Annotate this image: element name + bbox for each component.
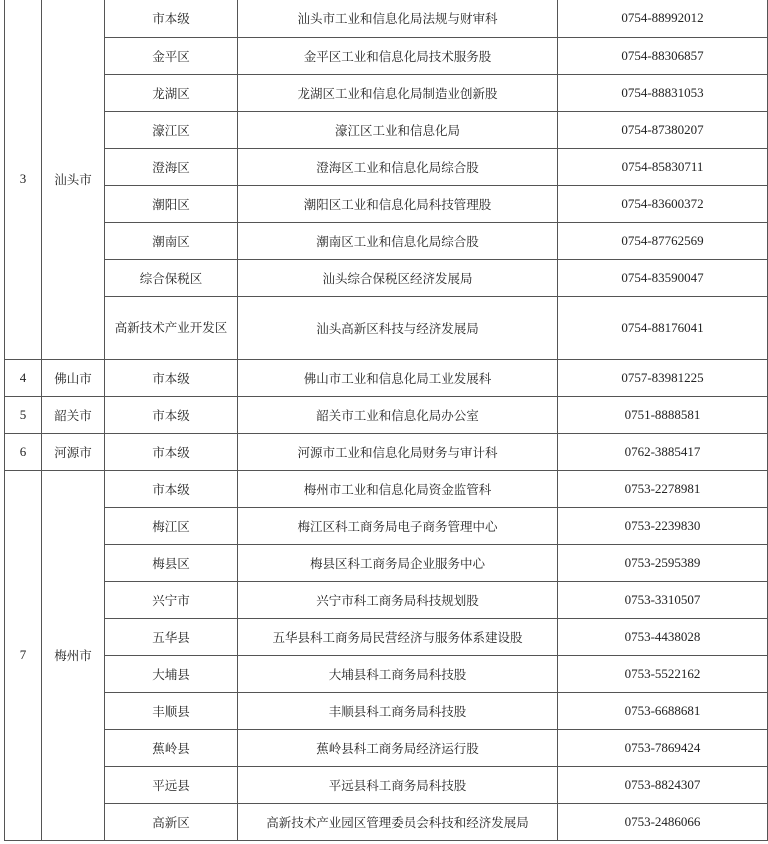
table-row xyxy=(5,296,768,359)
city-name: 河源市 xyxy=(42,433,105,470)
contact-table-body xyxy=(5,0,768,840)
table-row xyxy=(5,111,768,148)
table-row xyxy=(5,185,768,222)
contact-table xyxy=(4,0,768,841)
department-name: 汕头综合保税区经济发展局 xyxy=(238,259,558,296)
phone-number: 0753-4438028 xyxy=(558,618,768,655)
department-name: 龙湖区工业和信息化局制造业创新股 xyxy=(238,74,558,111)
phone-number: 0762-3885417 xyxy=(558,433,768,470)
department-name: 汕头高新区科技与经济发展局 xyxy=(238,296,558,359)
city-name: 梅州市 xyxy=(42,470,105,840)
department-name: 梅江区科工商务局电子商务管理中心 xyxy=(238,507,558,544)
district-name: 市本级 xyxy=(105,396,238,433)
phone-number: 0753-2595389 xyxy=(558,544,768,581)
district-name: 高新技术产业开发区 xyxy=(105,296,238,359)
department-name: 丰顺县科工商务局科技股 xyxy=(238,692,558,729)
table-row xyxy=(5,222,768,259)
department-name: 梅州市工业和信息化局资金监管科 xyxy=(238,470,558,507)
table-row xyxy=(5,729,768,766)
table-row xyxy=(5,618,768,655)
district-name: 市本级 xyxy=(105,359,238,396)
table-row xyxy=(5,470,768,507)
department-name: 汕头市工业和信息化局法规与财审科 xyxy=(238,0,558,37)
phone-number: 0754-88831053 xyxy=(558,74,768,111)
phone-number: 0754-85830711 xyxy=(558,148,768,185)
department-name: 金平区工业和信息化局技术服务股 xyxy=(238,37,558,74)
table-row xyxy=(5,396,768,433)
district-name: 大埔县 xyxy=(105,655,238,692)
phone-number: 0757-83981225 xyxy=(558,359,768,396)
phone-number: 0753-8824307 xyxy=(558,766,768,803)
table-row xyxy=(5,507,768,544)
row-index: 3 xyxy=(5,0,42,359)
district-name: 梅江区 xyxy=(105,507,238,544)
department-name: 潮南区工业和信息化局综合股 xyxy=(238,222,558,259)
table-row xyxy=(5,148,768,185)
district-name: 梅县区 xyxy=(105,544,238,581)
department-name: 蕉岭县科工商务局经济运行股 xyxy=(238,729,558,766)
department-name: 五华县科工商务局民营经济与服务体系建设股 xyxy=(238,618,558,655)
district-name: 澄海区 xyxy=(105,148,238,185)
phone-number: 0753-2278981 xyxy=(558,470,768,507)
district-name: 五华县 xyxy=(105,618,238,655)
district-name: 丰顺县 xyxy=(105,692,238,729)
phone-number: 0754-88992012 xyxy=(558,0,768,37)
phone-number: 0753-2486066 xyxy=(558,803,768,840)
row-index: 6 xyxy=(5,433,42,470)
phone-number: 0754-83590047 xyxy=(558,259,768,296)
district-name: 濠江区 xyxy=(105,111,238,148)
table-row xyxy=(5,581,768,618)
phone-number: 0754-88176041 xyxy=(558,296,768,359)
table-row xyxy=(5,433,768,470)
department-name: 兴宁市科工商务局科技规划股 xyxy=(238,581,558,618)
district-name: 兴宁市 xyxy=(105,581,238,618)
district-name: 市本级 xyxy=(105,433,238,470)
table-row xyxy=(5,655,768,692)
district-name: 蕉岭县 xyxy=(105,729,238,766)
department-name: 平远县科工商务局科技股 xyxy=(238,766,558,803)
department-name: 韶关市工业和信息化局办公室 xyxy=(238,396,558,433)
department-name: 河源市工业和信息化局财务与审计科 xyxy=(238,433,558,470)
phone-number: 0753-5522162 xyxy=(558,655,768,692)
district-name: 潮阳区 xyxy=(105,185,238,222)
phone-number: 0754-83600372 xyxy=(558,185,768,222)
table-row xyxy=(5,259,768,296)
table-row xyxy=(5,37,768,74)
department-name: 大埔县科工商务局科技股 xyxy=(238,655,558,692)
table-row xyxy=(5,766,768,803)
department-name: 澄海区工业和信息化局综合股 xyxy=(238,148,558,185)
phone-number: 0753-6688681 xyxy=(558,692,768,729)
table-row xyxy=(5,359,768,396)
phone-number: 0753-2239830 xyxy=(558,507,768,544)
district-name: 金平区 xyxy=(105,37,238,74)
phone-number: 0754-88306857 xyxy=(558,37,768,74)
phone-number: 0753-7869424 xyxy=(558,729,768,766)
district-name: 综合保税区 xyxy=(105,259,238,296)
department-name: 高新技术产业园区管理委员会科技和经济发展局 xyxy=(238,803,558,840)
row-index: 7 xyxy=(5,470,42,840)
department-name: 潮阳区工业和信息化局科技管理股 xyxy=(238,185,558,222)
phone-number: 0754-87380207 xyxy=(558,111,768,148)
city-name: 韶关市 xyxy=(42,396,105,433)
department-name: 佛山市工业和信息化局工业发展科 xyxy=(238,359,558,396)
table-row xyxy=(5,692,768,729)
phone-number: 0751-8888581 xyxy=(558,396,768,433)
department-name: 濠江区工业和信息化局 xyxy=(238,111,558,148)
district-name: 平远县 xyxy=(105,766,238,803)
city-name: 佛山市 xyxy=(42,359,105,396)
phone-number: 0754-87762569 xyxy=(558,222,768,259)
row-index: 4 xyxy=(5,359,42,396)
department-name: 梅县区科工商务局企业服务中心 xyxy=(238,544,558,581)
phone-number: 0753-3310507 xyxy=(558,581,768,618)
table-row xyxy=(5,544,768,581)
table-row xyxy=(5,74,768,111)
district-name: 龙湖区 xyxy=(105,74,238,111)
row-index: 5 xyxy=(5,396,42,433)
district-name: 市本级 xyxy=(105,470,238,507)
city-name: 汕头市 xyxy=(42,0,105,359)
table-row xyxy=(5,803,768,840)
district-name: 市本级 xyxy=(105,0,238,37)
district-name: 潮南区 xyxy=(105,222,238,259)
district-name: 高新区 xyxy=(105,803,238,840)
table-row xyxy=(5,0,768,37)
